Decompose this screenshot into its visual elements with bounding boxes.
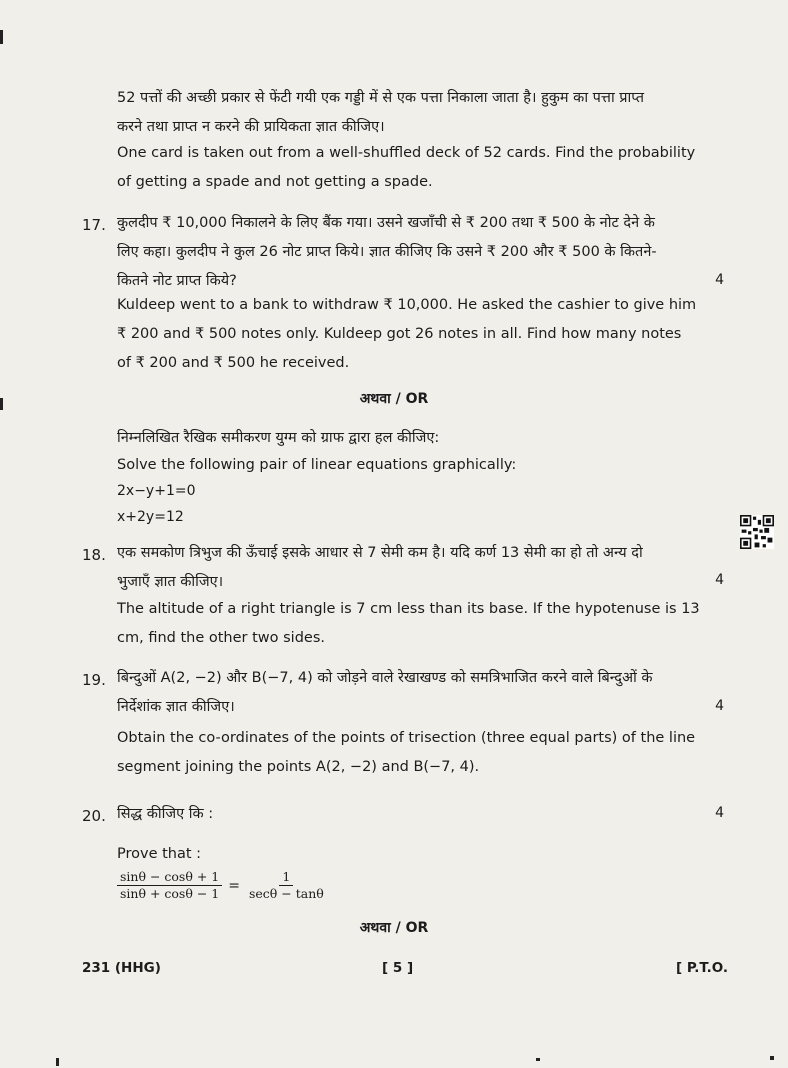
q18-hindi-line-2: भुजाएँ ज्ञात कीजिए।	[117, 574, 224, 590]
q18-hindi-line-1: एक समकोण त्रिभुज की ऊँचाई इसके आधार से 7 सेमी कम है। यदि कर्ण 13 सेमी का हो तो अन्य दो	[117, 545, 643, 561]
intro-hindi-line-2: करने तथा प्राप्त न करने की प्रायिकता ज्ञात कीजिए।	[117, 119, 385, 135]
intro-hindi	[117, 84, 644, 142]
q17-hindi	[117, 209, 657, 296]
scan-mark	[56, 1058, 59, 1066]
q19-english	[117, 724, 695, 782]
q20-english: Prove that :	[117, 846, 202, 862]
scan-mark	[0, 398, 3, 410]
intro-english	[117, 139, 695, 197]
intro-english-line-2: of getting a spade and not getting a spade.	[117, 174, 433, 190]
intro-english-line-1: One card is taken out from a well-shuffled deck of 52 cards. Find the probability	[117, 145, 696, 161]
q18-marks: 4	[715, 572, 724, 588]
q17-or-english: Solve the following pair of linear equations graphically:	[117, 457, 517, 473]
intro-hindi-line-1: 52 पत्तों की अच्छी प्रकार से फेंटी गयी एक गड्डी में से एक पत्ता निकाला जाता है। हुकुम का पत्ता प्राप्त	[117, 90, 645, 106]
lhs-fraction	[117, 869, 222, 902]
equation-2: x+2y=12	[117, 509, 184, 525]
equation-1: 2x−y+1=0	[117, 483, 196, 499]
q19-english-line-1: Obtain the co-ordinates of the points of trisection (three equal parts) of the line	[117, 730, 696, 746]
rhs-denominator: secθ − tanθ	[248, 886, 324, 901]
scan-mark	[536, 1058, 540, 1061]
q18-english	[117, 595, 700, 653]
q19-english-line-2: segment joining the points A(2, −2) and B(−7, 4).	[117, 759, 480, 775]
q18-hindi	[117, 539, 643, 597]
page-number: [ 5 ]	[382, 960, 414, 976]
trig-identity-formula	[117, 869, 327, 902]
paper-code: 231 (HHG)	[82, 960, 161, 976]
or-label-1: अथवा / OR	[359, 391, 429, 407]
q19-number: 19.	[82, 671, 106, 689]
lhs-denominator: sinθ + cosθ − 1	[120, 886, 220, 901]
q17-number: 17.	[82, 216, 106, 234]
q17-or-hindi: निम्नलिखित रैखिक समीकरण युग्म को ग्राफ द्वारा हल कीजिए:	[117, 430, 440, 446]
rhs-numerator: 1	[279, 869, 293, 886]
q17-english-line-3: of ₹ 200 and ₹ 500 he received.	[117, 355, 350, 371]
scan-mark	[0, 30, 3, 44]
q20-number: 20.	[82, 807, 106, 825]
q19-hindi-line-1: बिन्दुओं A(2, −2) और B(−7, 4) को जोड़ने वाले रेखाखण्ड को समत्रिभाजित करने वाले बिन्दुओं के	[117, 670, 653, 686]
q17-english-line-2: ₹ 200 and ₹ 500 notes only. Kuldeep got 26 notes in all. Find how many notes	[117, 326, 682, 342]
q18-number: 18.	[82, 546, 106, 564]
rhs-fraction	[246, 869, 327, 902]
q18-english-line-1: The altitude of a right triangle is 7 cm less than its base. If the hypotenuse is 13	[117, 601, 700, 617]
or-label-2: अथवा / OR	[359, 920, 429, 936]
q17-english	[117, 291, 696, 378]
q19-hindi	[117, 664, 653, 722]
q19-hindi-line-2: निर्देशांक ज्ञात कीजिए।	[117, 699, 235, 715]
lhs-numerator: sinθ − cosθ + 1	[117, 869, 222, 886]
q20-hindi: सिद्ध कीजिए कि :	[117, 806, 214, 822]
q18-english-line-2: cm, find the other two sides.	[117, 630, 325, 646]
scan-mark	[770, 1056, 774, 1060]
q17-english-line-1: Kuldeep went to a bank to withdraw ₹ 10,000. He asked the cashier to give him	[117, 297, 697, 313]
q20-marks: 4	[715, 805, 724, 821]
q17-marks: 4	[715, 272, 724, 288]
please-turn-over: [ P.T.O.	[676, 960, 729, 976]
q17-hindi-line-1: कुलदीप ₹ 10,000 निकालने के लिए बैंक गया। उसने खजाँची से ₹ 200 तथा ₹ 500 के नोट देने के	[117, 215, 655, 231]
q17-hindi-line-3: कितने नोट प्राप्त किये?	[117, 273, 237, 289]
qr-code-icon	[740, 515, 774, 549]
q19-marks: 4	[715, 698, 724, 714]
q17-hindi-line-2: लिए कहा। कुलदीप ने कुल 26 नोट प्राप्त किये। ज्ञात कीजिए कि उसने ₹ 200 और ₹ 500 के कितने-	[117, 244, 657, 260]
equals-sign: =	[228, 877, 240, 894]
